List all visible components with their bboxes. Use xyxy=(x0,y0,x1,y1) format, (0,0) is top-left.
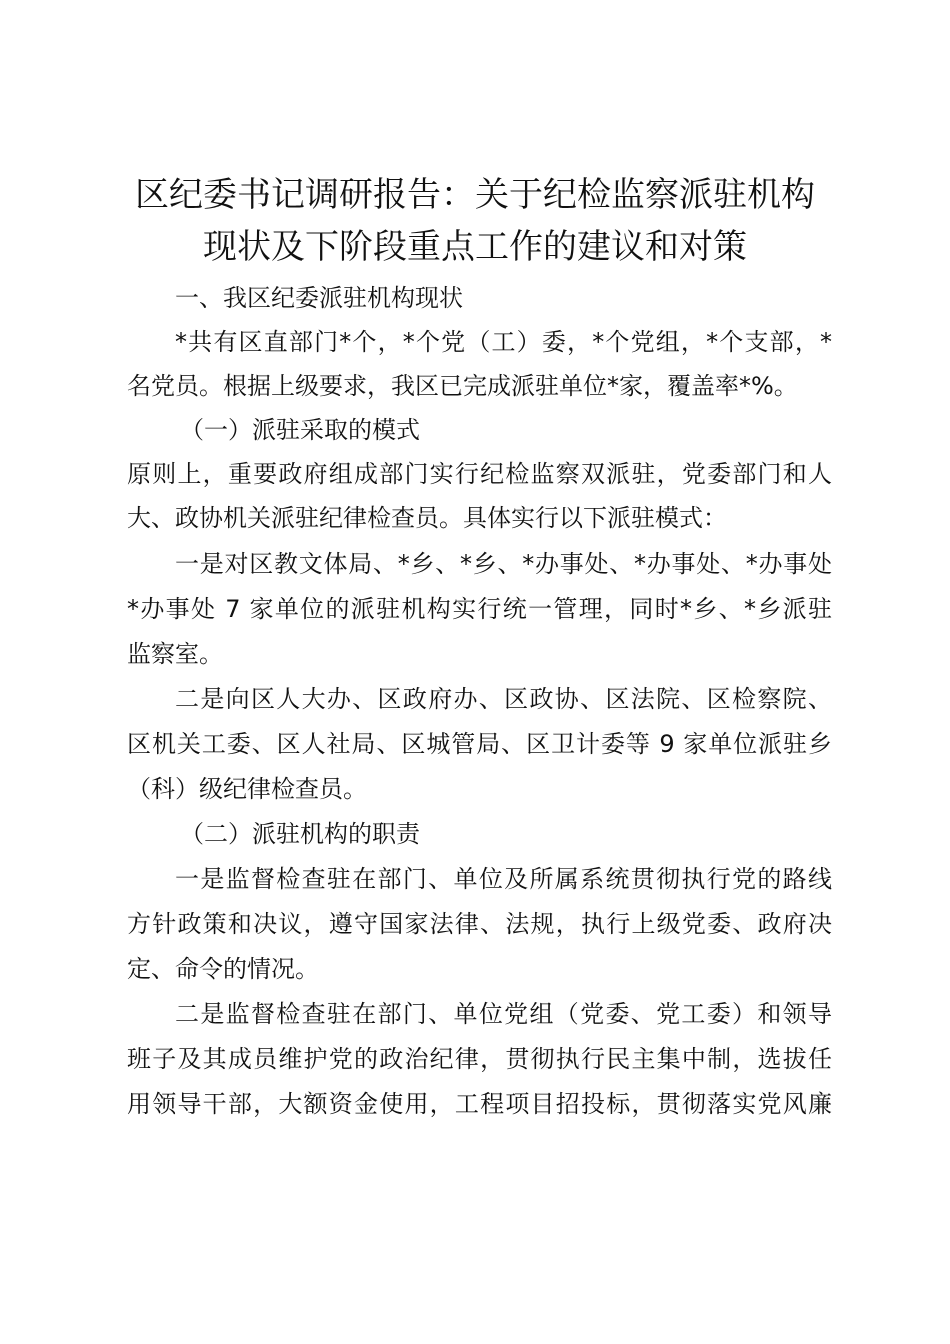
paragraph-4-line-2: 区机关工委、区人社局、区城管局、区卫计委等 9 家单位派驻乡 xyxy=(127,730,832,758)
paragraph-5-line-2: 方针政策和决议，遵守国家法律、法规，执行上级党委、政府决 xyxy=(127,910,832,938)
paragraph-4-line-3: （科）级纪律检查员。 xyxy=(127,775,367,803)
subsection-heading-1: （一）派驻采取的模式 xyxy=(180,416,420,444)
paragraph-3-line-2: *办事处 7 家单位的派驻机构实行统一管理，同时*乡、*乡派驻 xyxy=(127,595,832,623)
paragraph-5-line-1: 一是监督检查驻在部门、单位及所属系统贯彻执行党的路线 xyxy=(175,865,832,893)
document-title-line-2: 现状及下阶段重点工作的建议和对策 xyxy=(203,227,747,267)
document-title-line-1: 区纪委书记调研报告：关于纪检监察派驻机构 xyxy=(135,175,815,215)
paragraph-3-line-3: 监察室。 xyxy=(127,640,223,668)
subsection-heading-2: （二）派驻机构的职责 xyxy=(180,820,420,848)
paragraph-4-line-1: 二是向区人大办、区政府办、区政协、区法院、区检察院、 xyxy=(175,685,832,713)
paragraph-1-line-1: *共有区直部门*个，*个党（工）委，*个党组，*个支部，* xyxy=(175,328,832,356)
paragraph-6-line-1: 二是监督检查驻在部门、单位党组（党委、党工委）和领导 xyxy=(175,1000,832,1028)
paragraph-2-line-1: 原则上，重要政府组成部门实行纪检监察双派驻，党委部门和人 xyxy=(127,460,832,488)
paragraph-6-line-3: 用领导干部，大额资金使用，工程项目招投标，贯彻落实党风廉 xyxy=(127,1090,832,1118)
paragraph-3-line-1: 一是对区教文体局、*乡、*乡、*办事处、*办事处、*办事处 xyxy=(175,550,832,578)
section-heading-1: 一、我区纪委派驻机构现状 xyxy=(175,284,463,312)
paragraph-6-line-2: 班子及其成员维护党的政治纪律，贯彻执行民主集中制，选拔任 xyxy=(127,1045,832,1073)
paragraph-1-line-2: 名党员。根据上级要求，我区已完成派驻单位*家，覆盖率*%。 xyxy=(127,372,798,400)
paragraph-2-line-2: 大、政协机关派驻纪律检查员。具体实行以下派驻模式： xyxy=(127,504,727,532)
paragraph-5-line-3: 定、命令的情况。 xyxy=(127,955,319,983)
